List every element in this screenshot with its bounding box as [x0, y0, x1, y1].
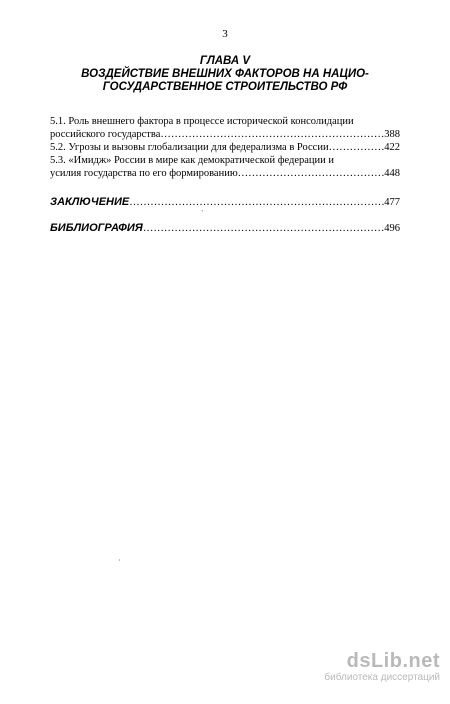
dot-leader	[160, 128, 384, 141]
page-number: 3	[222, 28, 228, 40]
toc-entry-text: 5.3. «Имидж» России в мире как демократической федерации и	[50, 155, 335, 166]
toc-entry-text: 5.1. Роль внешнего фактора в процессе исторической консолидации	[50, 116, 354, 127]
toc-entry-text-cont: российского государства	[50, 129, 161, 140]
chapter-heading	[40, 55, 410, 94]
toc-page-number: 496	[384, 223, 400, 234]
watermark-logo: dsLib.net	[346, 650, 440, 672]
bibliography-label: БИБЛИОГРАФИЯ	[50, 222, 143, 234]
chapter-title: ГЛАВА V	[199, 55, 251, 67]
chapter-heading-line-1: ВОЗДЕЙСТВИЕ ВНЕШНИХ ФАКТОРОВ НА НАЦИО-	[81, 68, 369, 80]
toc-entries	[50, 115, 400, 180]
dot-leader	[143, 222, 384, 235]
toc-bibliography[interactable]	[50, 222, 400, 235]
dot-leader	[129, 196, 384, 209]
chapter-heading-line-2: ГОСУДАРСТВЕННОЕ СТРОИТЕЛЬСТВО РФ	[102, 81, 348, 93]
toc-entry-5-2[interactable]	[50, 141, 400, 154]
toc-page-number: 388	[384, 129, 400, 140]
watermark-caption: библиотека диссертаций	[324, 672, 440, 683]
toc-page-number: 448	[384, 168, 400, 179]
dot-leader	[238, 167, 385, 180]
toc-entry-5-1[interactable]	[50, 115, 400, 141]
toc-page-number: 477	[384, 197, 400, 208]
dslib-watermark	[322, 650, 440, 684]
conclusion-label: ЗАКЛЮЧЕНИЕ	[50, 196, 130, 208]
toc-conclusion[interactable]	[50, 196, 400, 209]
toc-entry-text: 5.2. Угрозы и вызовы глобализации для федерализма в России	[50, 142, 329, 153]
dot-leader	[329, 141, 385, 154]
scan-speck: ·	[118, 556, 121, 565]
toc-entry-text-cont: усилия государства по его формированию	[50, 168, 238, 179]
toc-page-number: 422	[384, 142, 400, 153]
scan-speck: `	[201, 209, 204, 218]
toc-entry-5-3[interactable]	[50, 154, 400, 180]
